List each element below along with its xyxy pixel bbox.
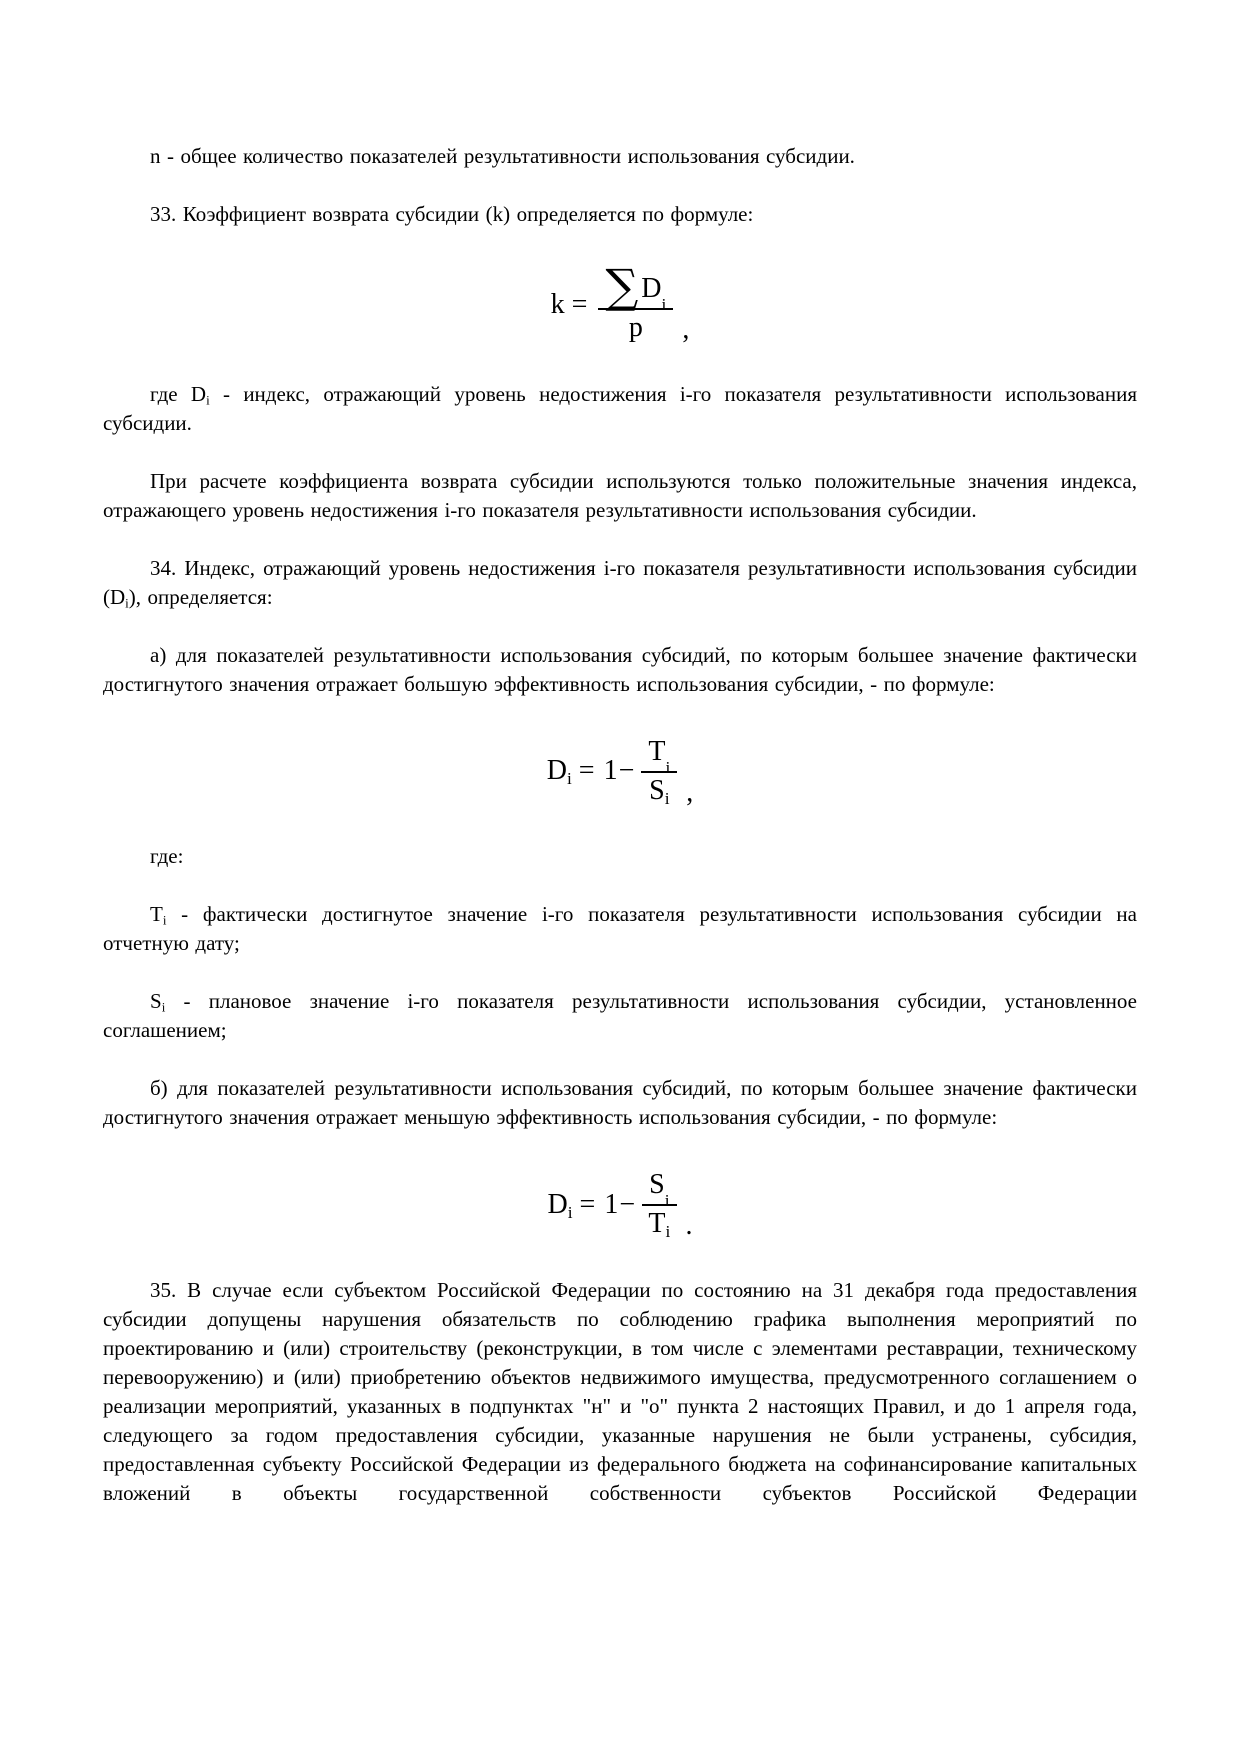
subscript-text: i <box>567 1202 573 1222</box>
sum-sigma-icon: ∑ <box>605 259 639 313</box>
paragraph-n-definition <box>103 142 1137 171</box>
text-segment: 34. Индекс, отражающий уровень недостижения i-го показателя результативности использования субсидии (D <box>103 555 1137 609</box>
fraction-numerator: S i <box>642 1170 676 1206</box>
fraction <box>642 1170 676 1240</box>
paragraph-34-item-b <box>103 1074 1137 1132</box>
fraction-denominator <box>648 1206 670 1240</box>
text-segment: - индекс, отражающий уровень недостижения i-го показателя результативности использования субсидии. <box>103 381 1137 435</box>
fraction-denominator <box>649 773 669 807</box>
text-segment: 1− <box>603 755 636 787</box>
equals-sign: = <box>578 755 595 787</box>
fraction <box>598 259 673 344</box>
fraction-denominator <box>629 310 643 344</box>
formula-trailing-punctuation: . <box>685 1210 693 1242</box>
text-segment: S <box>649 1169 665 1201</box>
formula-left-side <box>547 1190 572 1221</box>
text-segment: а) для показателей результативности использования субсидий, по которым большее значение фактически достигнутого значения отражает большую эффективность использования субсидии, - по формуле: <box>103 642 1137 696</box>
paragraph-33 <box>103 200 1137 229</box>
text-segment: D <box>547 1188 568 1220</box>
paragraph-34-item-a <box>103 641 1137 699</box>
equals-sign: = <box>571 289 588 320</box>
text-segment: где D <box>150 381 207 406</box>
paragraph-where <box>103 842 1137 871</box>
fraction-numerator: T i <box>641 737 677 773</box>
formula-left-side <box>547 756 572 787</box>
text-segment: D <box>546 755 567 787</box>
paragraph-where-di-definition <box>103 380 1137 438</box>
formula-di-higher-is-better <box>103 737 1137 807</box>
text-segment: p <box>628 312 643 343</box>
text-segment: 35. В случае если субъектом Российской Федерации по состоянию на 31 декабря года предоставления субсидии допущены нарушения обязательств по соблюдению графика выполнения мероприятий по проектированию и (или) строительству (реконструкции, в том числе с элементами реставрации, техническому перевооружению) и (или) приобретению объектов недвижимого имущества, предусмотренного соглашением о реализации мероприятий, указанных в подпунктах "н" и "о" пункта 2 настоящих Правил, и до 1 апреля года, следующего за годом предоставления субсидии, указанные нарушения не были устранены, субсидия, предоставленная субъекту Российской Федерации из федерального бюджета на софинансирование капитальных вложений в объекты государственной собственности субъектов Российской Федерации <box>103 1277 1137 1505</box>
subscript-text: i <box>206 392 210 408</box>
paragraph-ti-definition <box>103 900 1137 958</box>
text-segment: T <box>648 1208 666 1240</box>
text-segment: S <box>150 989 162 1014</box>
text-segment: k <box>550 289 565 320</box>
text-segment: б) для показателей результативности использования субсидий, по которым большее значение фактически достигнутого значения отражает меньшую эффективность использования субсидии, - по формуле: <box>103 1076 1137 1130</box>
subscript-text: i <box>125 595 129 611</box>
formula-trailing-punctuation: , <box>686 776 694 808</box>
text-segment: ), определяется: <box>128 584 273 609</box>
text-segment: - фактически достигнутое значение i-го показателя результативности использования субсидии на отчетную дату; <box>103 902 1137 956</box>
formula-left-side <box>551 290 565 321</box>
paragraph-si-definition <box>103 987 1137 1045</box>
subscript-text: i <box>566 769 572 789</box>
formula-subsidy-return-coefficient <box>103 259 1137 345</box>
text-segment: T <box>648 735 666 767</box>
text-segment: 33. Коэффициент возврата субсидии (k) определяется по формуле: <box>150 202 754 226</box>
text-segment: При расчете коэффициента возврата субсидии используются только положительные значения индекса, отражающего уровень недостижения i-го показателя результативности использования субсидии. <box>103 468 1137 522</box>
text-segment: - плановое значение i-го показателя результативности использования субсидии, установленное соглашением; <box>103 989 1137 1043</box>
text-segment: 1− <box>604 1188 637 1220</box>
text-segment: S <box>649 774 665 806</box>
paragraph-positive-values-note <box>103 467 1137 525</box>
formula-constant-minus <box>604 756 636 787</box>
subscript-text: i <box>162 913 167 929</box>
subscript-text: i <box>664 788 670 808</box>
text-segment: где: <box>150 844 184 869</box>
formula-constant-minus <box>604 1190 636 1221</box>
text-segment: T <box>150 902 163 927</box>
text-segment: n - общее количество показателей результативности использования субсидии. <box>150 144 855 168</box>
text-segment: D <box>641 273 662 305</box>
subscript-text: i <box>665 1222 671 1242</box>
formula-di-lower-is-better <box>103 1170 1137 1240</box>
paragraph-34 <box>103 554 1137 612</box>
fraction-numerator: ∑ D i <box>598 267 673 310</box>
subscript-text: i <box>161 1000 166 1016</box>
formula-trailing-punctuation: , <box>682 314 690 345</box>
equals-sign: = <box>579 1188 596 1220</box>
fraction <box>641 737 677 807</box>
paragraph-35 <box>103 1276 1137 1508</box>
